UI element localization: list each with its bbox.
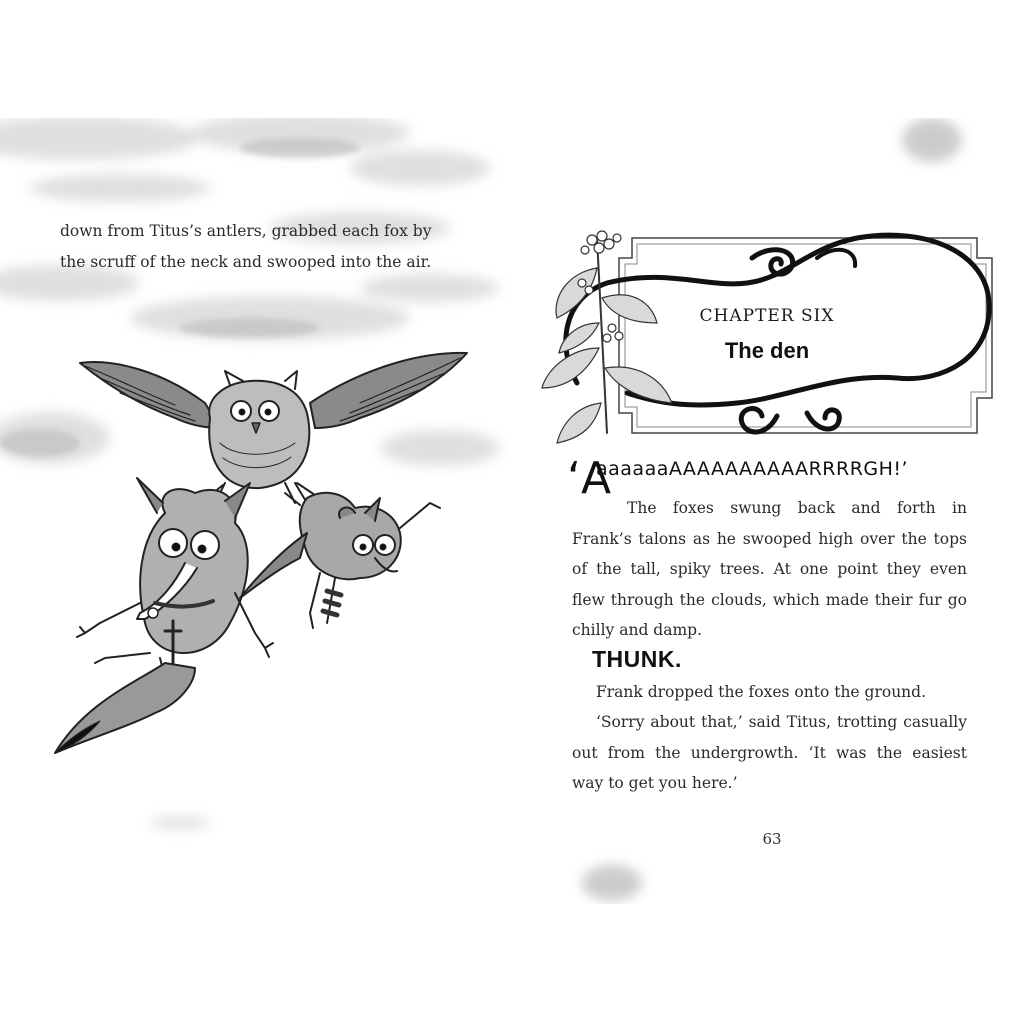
text-line: The foxes swung back and forth in [627, 499, 967, 517]
chapter-number: CHAPTER SIX [699, 306, 835, 326]
sound-effect: THUNK. [592, 646, 682, 672]
text-line: way to get you here.’ [572, 774, 738, 792]
page-number: 63 [762, 830, 782, 848]
text-line: down from Titus’s antlers, grabbed each fox by [60, 222, 432, 240]
owl-and-foxes-illustration [45, 333, 485, 783]
text-line: Frank’s talons as he swooped high over the tops [572, 529, 967, 548]
paragraph-2 [572, 677, 967, 708]
text-line: flew through the clouds, which made their fur go [572, 590, 967, 609]
chapter-title: The den [724, 338, 810, 363]
text-line: the scruff of the neck and swooped into the air. [60, 252, 432, 271]
drop-cap: ‘A [567, 453, 612, 504]
text-line: chilly and damp. [572, 621, 703, 639]
berry-branch-icon [542, 231, 672, 443]
fox-icon [55, 478, 273, 753]
left-page [0, 118, 512, 904]
text-line: ‘Sorry about that,’ said Titus, trotting casually [596, 713, 967, 731]
paragraph-3 [572, 707, 967, 799]
text-line: out from the undergrowth. ‘It was the easiest [572, 743, 967, 762]
right-page [512, 118, 1024, 904]
text-line: of the tall, spiky trees. At one point they even [572, 560, 967, 578]
left-page-text [60, 216, 480, 277]
book-spread [0, 118, 1024, 904]
fox-icon [240, 483, 440, 628]
text-line: Frank dropped the foxes onto the ground. [596, 683, 927, 701]
paragraph-1 [572, 493, 967, 646]
scream-text: aaaaaaAAAAAAAAAARRRRGH!’ [596, 458, 909, 480]
